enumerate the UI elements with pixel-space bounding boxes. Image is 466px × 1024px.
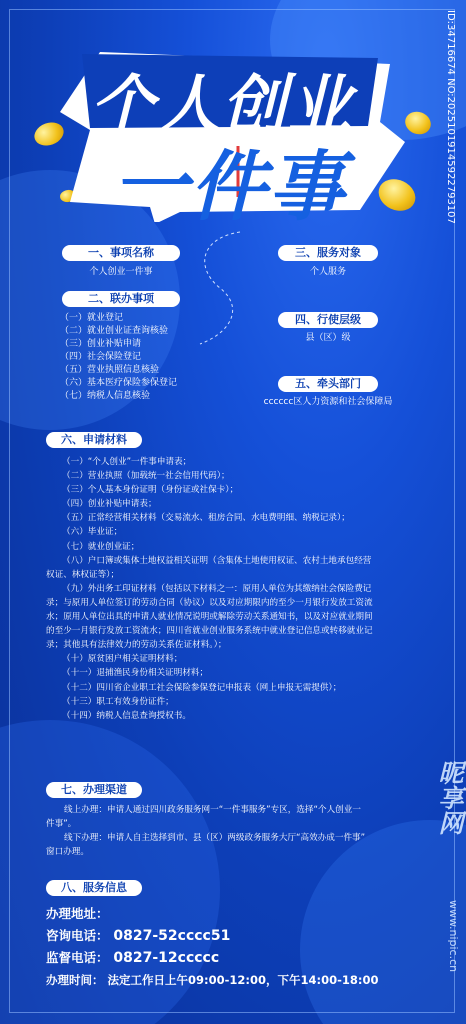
- list-item: （四）社会保险登记: [60, 352, 142, 362]
- channel-line: 窗口办理。: [46, 847, 89, 858]
- section-channels-label: 七、办理渠道: [46, 782, 142, 798]
- section-materials-label: 六、申请材料: [46, 432, 142, 448]
- title-line-1: 个人创业: [90, 69, 354, 143]
- channel-line: 线下办理：申请人自主选择到市、县（区）两级政务服务大厅“高效办成一件事”: [64, 833, 366, 844]
- lead-dept-value: cccccc区人力资源和社会保障局: [263, 397, 393, 407]
- material-line: 录；与原用人单位签订的劳动合同（协议）以及对应期限内的至少一月银行发放工资流: [46, 597, 373, 608]
- material-line: （二）营业执照（加载统一社会信用代码）；: [62, 471, 230, 482]
- section-service-target-label: 三、服务对象: [278, 245, 378, 261]
- id-watermark: ID:34716674 NO:20251019145922793107: [445, 10, 456, 224]
- nipic-site: www.nipic.cn: [447, 900, 460, 973]
- item-name-value: 个人创业一件事: [89, 267, 153, 277]
- material-line: （四）创业补贴申请表；: [62, 499, 157, 510]
- channel-line: 件事”。: [46, 819, 77, 830]
- material-line: （五）正常经营相关材料（交易流水、租房合同、水电费明细、纳税记录）；: [62, 513, 350, 524]
- material-line: （六）毕业证；: [62, 527, 123, 538]
- hours-value: 法定工作日上午09:00-12:00，下午14:00-18:00: [107, 973, 379, 987]
- supervise-label: 监督电话：: [46, 950, 109, 965]
- phone-value: 0827-52cccc51: [113, 928, 231, 944]
- list-item: （一）就业登记: [60, 313, 124, 323]
- hours-label: 办理时间：: [46, 973, 104, 987]
- material-line: 权证、林权证等）；: [46, 569, 120, 580]
- material-line: （十）原贫困户相关证明材料；: [62, 654, 183, 665]
- section-level-label: 四、行使层级: [278, 312, 378, 328]
- material-line: （十二）四川省企业职工社会保险参保登记申报表（网上申报无需提供）；: [62, 682, 342, 693]
- service-target-value: 个人服务: [309, 267, 346, 277]
- material-line: （十三）职工有效身份证件；: [62, 696, 174, 707]
- material-line: 录；其他具有法律效力的劳动关系佐证材料。）；: [46, 640, 227, 651]
- materials-list: [46, 455, 373, 723]
- level-value: 县（区）级: [305, 333, 351, 343]
- list-item: （五）营业执照信息核验: [60, 365, 160, 375]
- section-service-info-label: 八、服务信息: [46, 880, 142, 896]
- list-item: （七）纳税人信息核验: [60, 391, 151, 401]
- supervise-value: 0827-12ccccc: [113, 950, 220, 966]
- material-line: （三）个人基本身份证明（身份证或社保卡）；: [62, 485, 239, 496]
- dashed-decoration: [190, 228, 250, 348]
- section-joint-items-label: 二、联办事项: [62, 291, 180, 307]
- material-line: 的至少一月银行发放工资流水；四川省就业创业服务系统中就业登记信息或转移就业记: [46, 626, 373, 637]
- material-line: （一）“个人创业”一件事申请表；: [62, 457, 192, 467]
- list-item: （二）就业创业证查询核验: [60, 326, 169, 336]
- list-item: （三）创业补贴申请: [60, 339, 142, 349]
- channel-line: 线上办理：申请人通过四川政务服务网一“一件事服务”专区，选择“个人创业一: [64, 805, 361, 815]
- supervise-row: [46, 947, 219, 969]
- list-item: （六）基本医疗保险参保登记: [60, 378, 178, 388]
- section-item-name-label: 一、事项名称: [62, 245, 180, 261]
- nipic-logo: 昵享网: [435, 760, 464, 835]
- title-banner: [60, 42, 405, 231]
- channels-text: [46, 803, 365, 859]
- material-line: （七）就业创业证；: [62, 541, 140, 552]
- material-line: （八）户口簿或集体土地权益相关证明（含集体土地使用权证、农村土地承包经营: [62, 555, 372, 566]
- material-line: 水；原用人单位出具的申请人就业情况说明或解除劳动关系通知书，以及对应就业期间: [46, 612, 373, 623]
- section-lead-dept-label: 五、牵头部门: [278, 376, 378, 392]
- joint-items-list: [60, 312, 177, 403]
- hours-row: [46, 969, 378, 991]
- material-line: （十一）退捕渔民身份相关证明材料；: [62, 668, 209, 679]
- title-line-2: 一件事: [112, 142, 346, 231]
- phone-row: [46, 925, 230, 947]
- address-row: [46, 903, 109, 925]
- address-label: 办理地址：: [46, 906, 109, 921]
- material-line: （十四）纳税人信息查询授权书。: [62, 710, 191, 721]
- phone-label: 咨询电话：: [46, 928, 109, 943]
- material-line: （九）外出务工印证材料（包括以下材料之一：原用人单位为其缴纳社会保险费记: [62, 583, 372, 594]
